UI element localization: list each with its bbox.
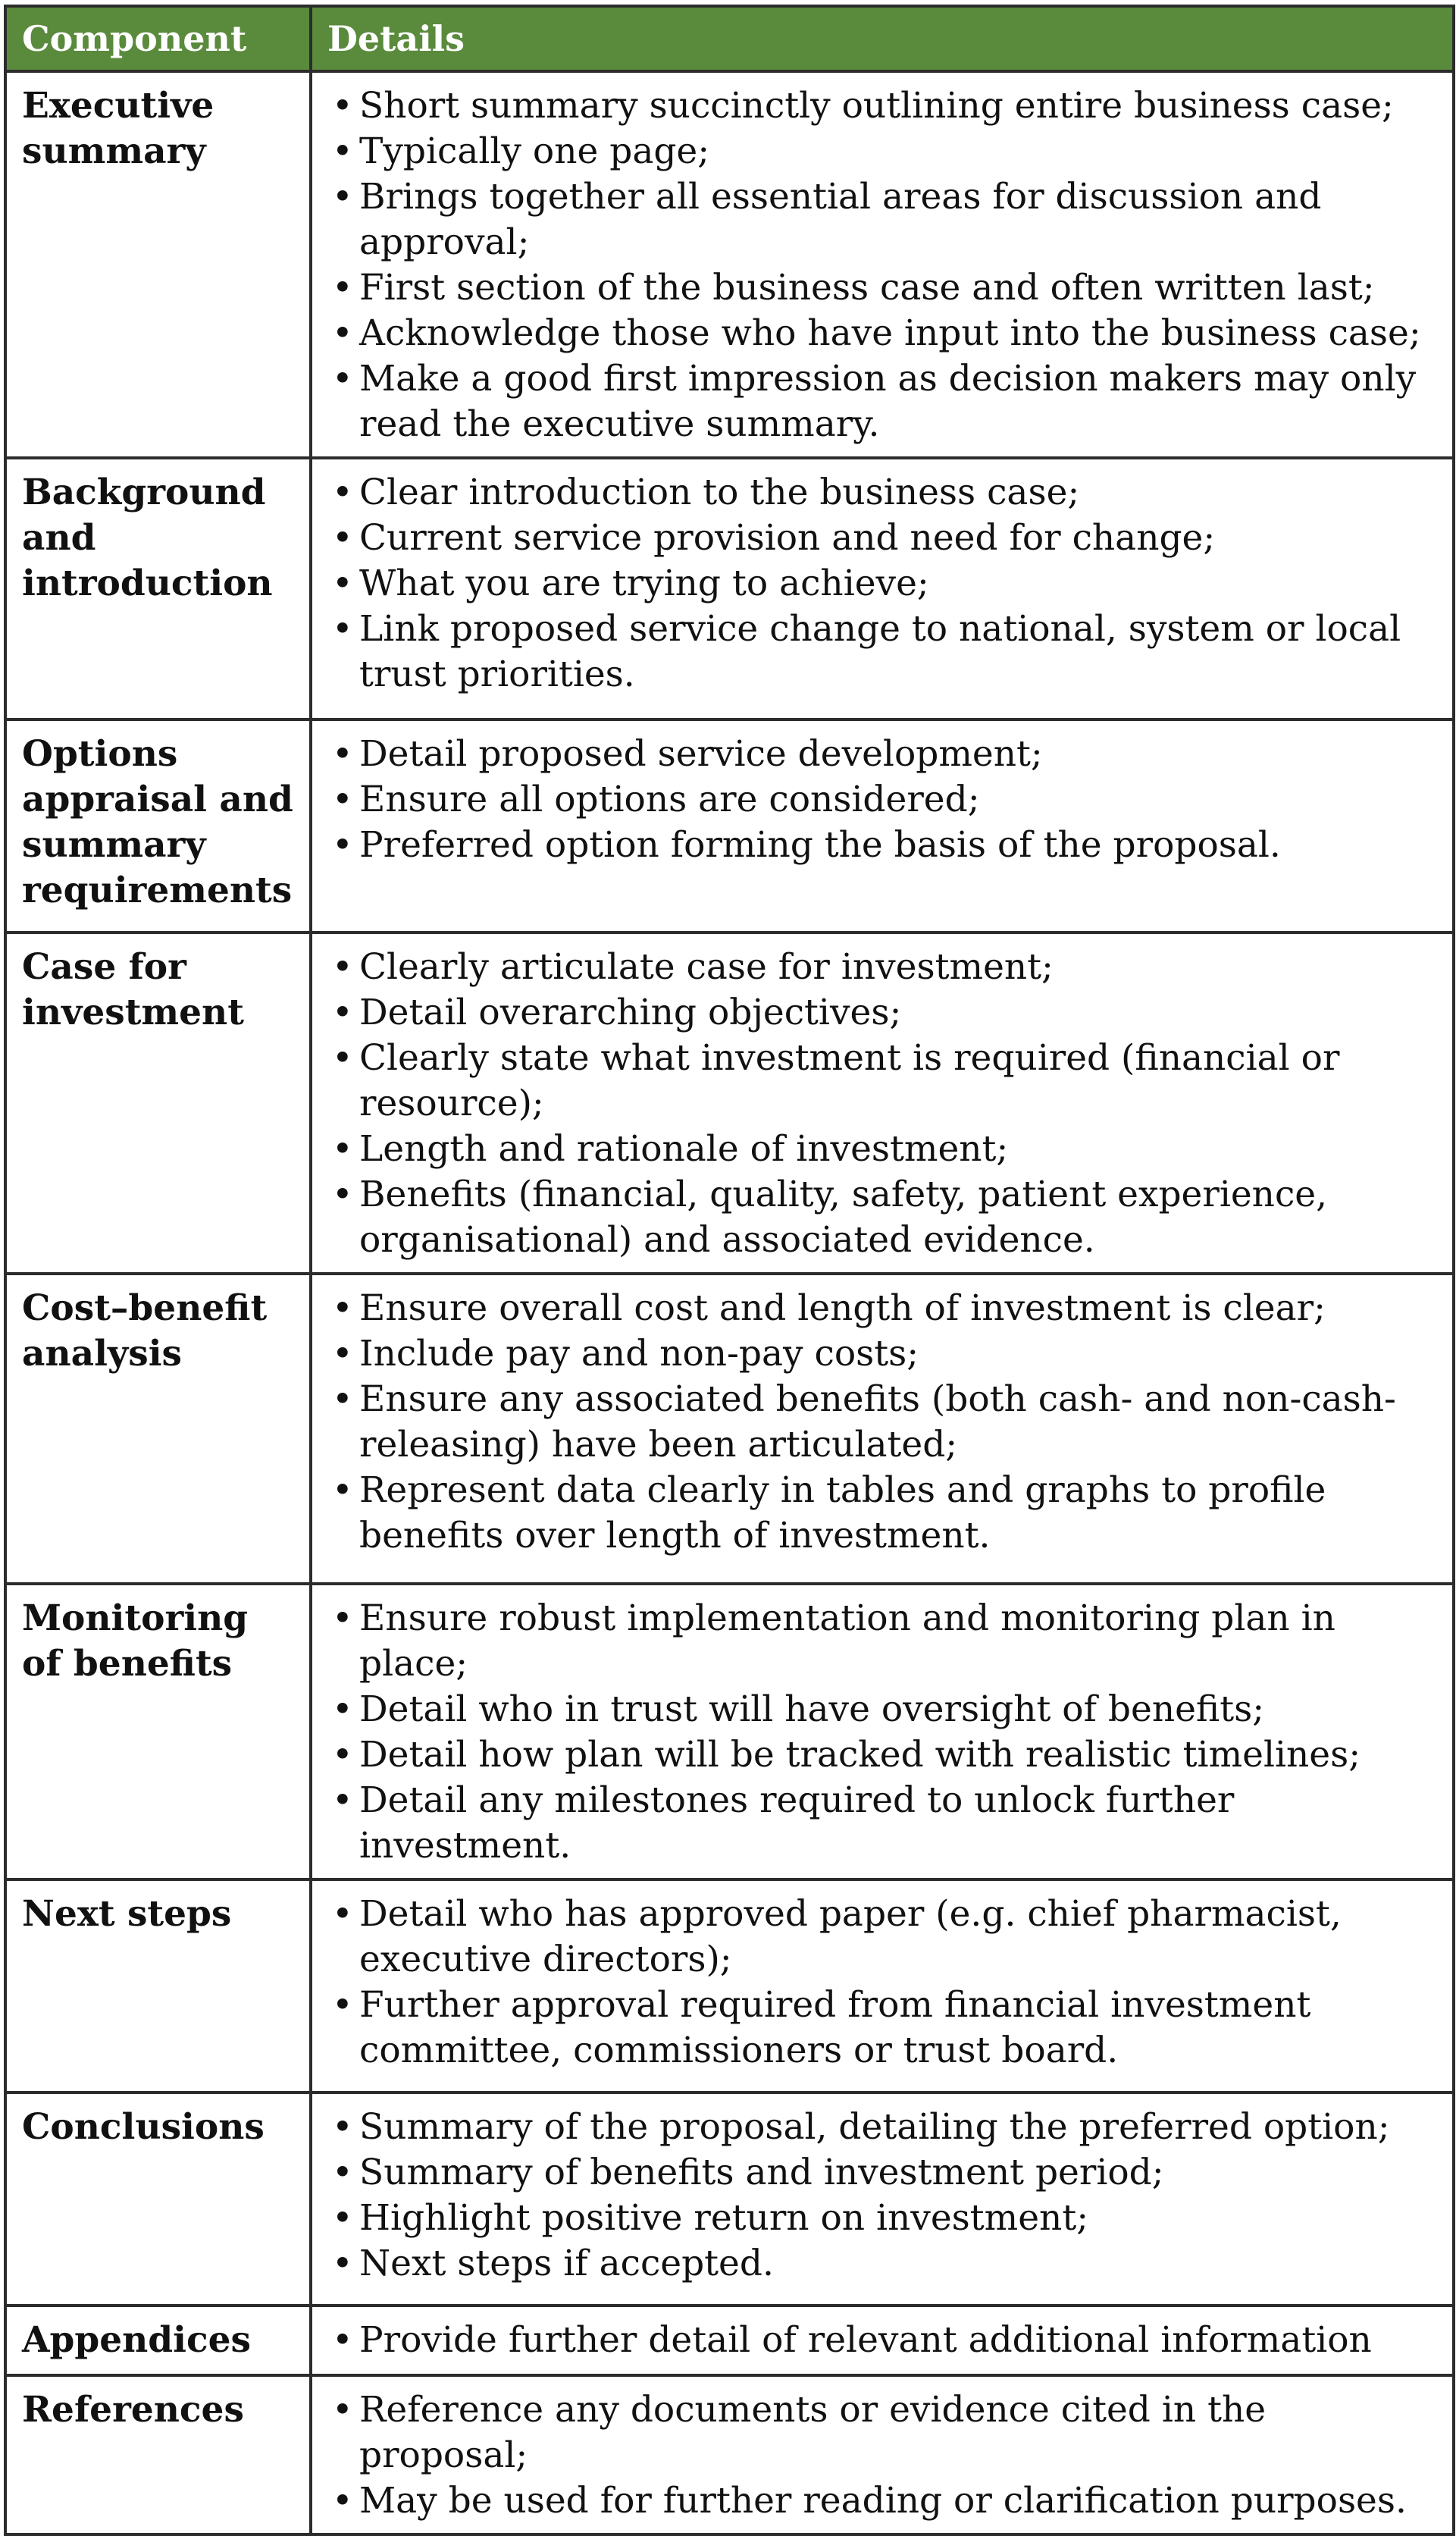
- detail-item: • Detail overarching objectives;: [327, 990, 1437, 1036]
- table-row: [5, 458, 1454, 719]
- component-cell: Background and introduction: [5, 458, 311, 719]
- component-cell: Options appraisal and summary requirements: [5, 719, 311, 933]
- component-cell: Cost–benefit analysis: [5, 1274, 311, 1584]
- detail-item: • Length and rationale of investment;: [327, 1127, 1437, 1172]
- component-cell: References: [5, 2375, 311, 2534]
- detail-item: • Benefits (financial, quality, safety, patient experience, organisational) and associated evidence.: [327, 1172, 1437, 1263]
- detail-item: • Provide further detail of relevant additional information: [327, 2318, 1437, 2363]
- detail-item: • Summary of benefits and investment period;: [327, 2150, 1437, 2196]
- detail-item: • Ensure robust implementation and monitoring plan in place;: [327, 1596, 1437, 1687]
- detail-item: • Clear introduction to the business case;: [327, 470, 1437, 516]
- detail-item: • Detail who has approved paper (e.g. chief pharmacist, executive directors);: [327, 1892, 1437, 1983]
- detail-item: • What you are trying to achieve;: [327, 561, 1437, 607]
- details-cell: [311, 2375, 1454, 2534]
- details-cell: [311, 1274, 1454, 1584]
- detail-item: • Ensure any associated benefits (both cash- and non-cash-releasing) have been articulated;: [327, 1377, 1437, 1468]
- detail-item: • Short summary succinctly outlining entire business case;: [327, 83, 1437, 129]
- detail-item: • Detail how plan will be tracked with realistic timelines;: [327, 1732, 1437, 1778]
- detail-item: • Detail proposed service development;: [327, 732, 1437, 777]
- table-row: [5, 1584, 1454, 1879]
- details-cell: [311, 458, 1454, 719]
- details-cell: [311, 2306, 1454, 2375]
- details-cell: [311, 1584, 1454, 1879]
- table-header-row: [5, 6, 1454, 71]
- detail-item: • Preferred option forming the basis of the proposal.: [327, 823, 1437, 868]
- details-cell: [311, 1879, 1454, 2092]
- detail-item: • Represent data clearly in tables and graphs to profile benefits over length of investment.: [327, 1468, 1437, 1559]
- detail-item: • Current service provision and need for change;: [327, 516, 1437, 561]
- table-row: [5, 1274, 1454, 1584]
- table-row: [5, 933, 1454, 1274]
- table-row: [5, 2375, 1454, 2534]
- detail-item: • Highlight positive return on investment;: [327, 2196, 1437, 2241]
- detail-item: • Next steps if accepted.: [327, 2241, 1437, 2287]
- table-row: [5, 719, 1454, 933]
- detail-item: • Further approval required from financial investment committee, commissioners or trust board.: [327, 1983, 1437, 2074]
- business-case-table-container: [4, 5, 1452, 2522]
- details-list: [327, 83, 1437, 447]
- details-cell: [311, 719, 1454, 933]
- detail-item: • Link proposed service change to national, system or local trust priorities.: [327, 607, 1437, 697]
- component-cell: Next steps: [5, 1879, 311, 2092]
- component-cell: Case for investment: [5, 933, 311, 1274]
- details-list: [327, 945, 1437, 1263]
- component-cell: Conclusions: [5, 2092, 311, 2306]
- component-cell: Executive summary: [5, 71, 311, 458]
- table-body: [5, 71, 1454, 2534]
- table-row: [5, 1879, 1454, 2092]
- detail-item: • Clearly state what investment is required (financial or resource);: [327, 1036, 1437, 1127]
- details-list: [327, 2318, 1437, 2363]
- table-row: [5, 2306, 1454, 2375]
- table-row: [5, 2092, 1454, 2306]
- table-row: [5, 71, 1454, 458]
- detail-item: • First section of the business case and often written last;: [327, 265, 1437, 311]
- details-list: [327, 470, 1437, 697]
- detail-item: • Include pay and non-pay costs;: [327, 1331, 1437, 1377]
- details-list: [327, 2105, 1437, 2287]
- business-case-components-table: [4, 5, 1455, 2536]
- details-list: [327, 1596, 1437, 1869]
- detail-item: • Typically one page;: [327, 129, 1437, 174]
- component-cell: Appendices: [5, 2306, 311, 2375]
- detail-item: • Reference any documents or evidence cited in the proposal;: [327, 2387, 1437, 2478]
- component-cell: Monitoring of benefits: [5, 1584, 311, 1879]
- detail-item: • Detail any milestones required to unlock further investment.: [327, 1778, 1437, 1869]
- detail-item: • Ensure overall cost and length of investment is clear;: [327, 1286, 1437, 1331]
- details-list: [327, 1892, 1437, 2074]
- detail-item: • Brings together all essential areas for discussion and approval;: [327, 174, 1437, 265]
- details-list: [327, 2387, 1437, 2524]
- detail-item: • May be used for further reading or clarification purposes.: [327, 2478, 1437, 2524]
- detail-item: • Summary of the proposal, detailing the preferred option;: [327, 2105, 1437, 2150]
- detail-item: • Make a good first impression as decision makers may only read the executive summary.: [327, 356, 1437, 447]
- detail-item: • Ensure all options are considered;: [327, 777, 1437, 823]
- column-header-details: Details: [311, 6, 1454, 71]
- details-cell: [311, 933, 1454, 1274]
- detail-item: • Clearly articulate case for investment;: [327, 945, 1437, 990]
- details-cell: [311, 71, 1454, 458]
- details-list: [327, 732, 1437, 868]
- details-list: [327, 1286, 1437, 1559]
- detail-item: • Detail who in trust will have oversight of benefits;: [327, 1687, 1437, 1732]
- detail-item: • Acknowledge those who have input into the business case;: [327, 311, 1437, 356]
- details-cell: [311, 2092, 1454, 2306]
- column-header-component: Component: [5, 6, 311, 71]
